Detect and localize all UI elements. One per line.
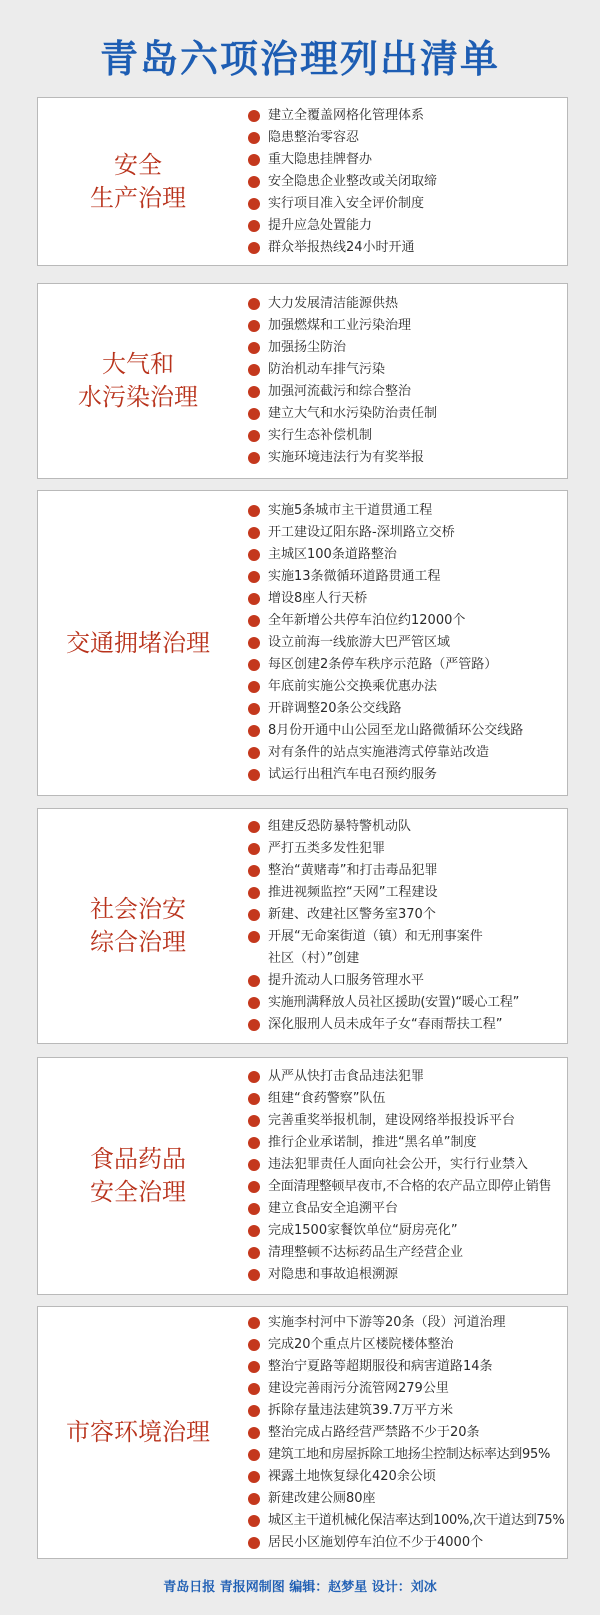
list-item-text: 群众举报热线24小时开通 <box>268 239 415 255</box>
list-item <box>248 764 567 786</box>
bullet-icon <box>248 703 260 715</box>
list-item-text: 加强扬尘防治 <box>268 340 347 355</box>
bullet-icon <box>248 408 260 420</box>
list-item-text: 试运行出租汽车电召预约服务 <box>268 767 438 782</box>
list-item <box>248 500 567 522</box>
list-item-text: 完善重奖举报机制，建设网络举报投诉平台 <box>268 1113 516 1128</box>
list-item <box>248 566 567 588</box>
bullet-icon <box>248 909 260 921</box>
bullet-icon <box>248 1181 260 1193</box>
list-item <box>248 215 567 237</box>
list-item <box>248 1356 567 1378</box>
list-item <box>248 676 567 698</box>
section-items <box>248 284 567 478</box>
bullet-icon <box>248 1427 260 1439</box>
bullet-icon <box>248 242 260 254</box>
list-item-text: 清理整顿不达标药品生产经营企业 <box>268 1245 464 1260</box>
list-item <box>248 1444 567 1466</box>
list-item <box>248 1510 567 1532</box>
list-item <box>248 315 567 337</box>
list-item-text: 提升应急处置能力 <box>268 217 373 233</box>
list-item <box>248 926 567 970</box>
list-item <box>248 193 567 215</box>
bullet-icon <box>248 931 260 943</box>
bullet-icon <box>248 364 260 376</box>
list-item <box>248 1176 567 1198</box>
section-box <box>37 1057 568 1295</box>
section-items <box>248 1058 567 1294</box>
list-item-text: 实行生态补偿机制 <box>268 428 373 443</box>
section-box <box>37 283 568 479</box>
list-item-text: 完成20个重点片区楼院楼体整治 <box>268 1336 454 1352</box>
list-item-text: 实施李村河中下游等20条（段）河道治理 <box>268 1314 506 1330</box>
bullet-icon <box>248 1515 260 1527</box>
list-item-text: 推进视频监控“天网”工程建设 <box>268 885 438 900</box>
list-item <box>248 1334 567 1356</box>
bullet-icon <box>248 843 260 855</box>
bullet-icon <box>248 1471 260 1483</box>
list-item <box>248 171 567 193</box>
bullet-icon <box>248 887 260 899</box>
bullet-icon <box>248 865 260 877</box>
bullet-icon <box>248 769 260 781</box>
section-box <box>37 97 568 266</box>
bullet-icon <box>248 747 260 759</box>
bullet-icon <box>248 132 260 144</box>
list-item-text: 实施5条城市主干道贯通工程 <box>268 503 433 518</box>
list-item <box>248 149 567 171</box>
bullet-icon <box>248 1339 260 1351</box>
list-item <box>248 1220 567 1242</box>
list-item <box>248 1014 567 1036</box>
list-item-text: 隐患整治零容忍 <box>268 129 360 145</box>
list-item <box>248 293 567 315</box>
bullet-icon <box>248 637 260 649</box>
list-item <box>248 544 567 566</box>
bullet-icon <box>248 1269 260 1281</box>
list-item <box>248 1110 567 1132</box>
bullet-icon <box>248 1449 260 1461</box>
bullet-icon <box>248 615 260 627</box>
list-item <box>248 1400 567 1422</box>
page-title: 青岛六项治理列出清单 <box>99 36 500 81</box>
list-item-text: 加强河流截污和综合整治 <box>268 384 412 399</box>
bullet-icon <box>248 593 260 605</box>
list-item-text: 安全隐患企业整改或关闭取缔 <box>268 173 438 189</box>
list-item <box>248 1378 567 1400</box>
list-item-text: 主城区100条道路整治 <box>268 547 397 562</box>
list-item-text: 城区主干道机械化保洁率达到100%,次干道达到75% <box>268 1512 565 1528</box>
list-item <box>248 992 567 1014</box>
bullet-icon <box>248 342 260 354</box>
bullet-icon <box>248 1537 260 1549</box>
list-item-text: 全年新增公共停车泊位约12000个 <box>268 613 466 628</box>
list-item <box>248 838 567 860</box>
bullet-icon <box>248 176 260 188</box>
bullet-icon <box>248 549 260 561</box>
list-item <box>248 1242 567 1264</box>
list-item <box>248 742 567 764</box>
bullet-icon <box>248 1093 260 1105</box>
section-category: 大气和 水污染治理 <box>78 350 198 411</box>
bullet-icon <box>248 298 260 310</box>
bullet-icon <box>248 1137 260 1149</box>
list-item-text: 建立食品安全追溯平台 <box>268 1201 399 1216</box>
list-item-text: 年底前实施公交换乘优惠办法 <box>268 679 438 694</box>
bullet-icon <box>248 386 260 398</box>
bullet-icon <box>248 452 260 464</box>
list-item <box>248 882 567 904</box>
bullet-icon <box>248 975 260 987</box>
bullet-icon <box>248 821 260 833</box>
list-item-text: 重大隐患挂牌督办 <box>268 151 373 167</box>
section-category: 市容环境治理 <box>66 1418 210 1446</box>
list-item <box>248 1066 567 1088</box>
bullet-icon <box>248 1361 260 1373</box>
section-category: 交通拥堵治理 <box>66 628 210 657</box>
bullet-icon <box>248 110 260 122</box>
credits-footer: 青岛日报 青报网制图 编辑：赵梦星 设计：刘冰 <box>163 1580 437 1595</box>
list-item <box>248 1466 567 1488</box>
list-item-text: 增设8座人行天桥 <box>268 591 368 606</box>
list-item-text: 新建改建公厕80座 <box>268 1490 376 1506</box>
list-item <box>248 127 567 149</box>
bullet-icon <box>248 571 260 583</box>
section-items <box>248 1307 567 1558</box>
list-item-text: 整治完成占路经营严禁路不少于20条 <box>268 1424 480 1440</box>
list-item <box>248 970 567 992</box>
list-item-text: 组建“食药警察”队伍 <box>268 1091 386 1106</box>
list-item-text: 实施刑满释放人员社区援助(安置)“暖心工程” <box>268 995 520 1010</box>
bullet-icon <box>248 997 260 1009</box>
list-item-text: 实施环境违法行为有奖举报 <box>268 450 425 465</box>
bullet-icon <box>248 1383 260 1395</box>
section-box <box>37 1306 568 1559</box>
list-item <box>248 1422 567 1444</box>
bullet-icon <box>248 659 260 671</box>
list-item <box>248 522 567 544</box>
bullet-icon <box>248 681 260 693</box>
list-item <box>248 904 567 926</box>
list-item <box>248 860 567 882</box>
bullet-icon <box>248 1071 260 1083</box>
bullet-icon <box>248 725 260 737</box>
list-item-text: 建立全覆盖网格化管理体系 <box>268 107 425 123</box>
section-items <box>248 809 567 1043</box>
bullet-icon <box>248 1019 260 1031</box>
list-item-text: 从严从快打击食品违法犯罪 <box>268 1069 425 1084</box>
list-item-text: 整治“黄赌毒”和打击毒品犯罪 <box>268 863 438 878</box>
list-item <box>248 1264 567 1286</box>
list-item-text: 设立前海一线旅游大巴严管区域 <box>268 635 451 650</box>
section-category: 安全 生产治理 <box>90 150 186 212</box>
list-item <box>248 1154 567 1176</box>
list-item <box>248 588 567 610</box>
list-item <box>248 610 567 632</box>
list-item <box>248 1198 567 1220</box>
list-item <box>248 359 567 381</box>
list-item-text: 严打五类多发性犯罪 <box>268 841 386 856</box>
list-item-text: 完成1500家餐饮单位“厨房亮化” <box>268 1223 458 1238</box>
bullet-icon <box>248 1405 260 1417</box>
list-item <box>248 1312 567 1334</box>
list-item-text: 大力发展清洁能源供热 <box>268 296 399 311</box>
list-item-text: 对隐患和事故追根溯源 <box>268 1267 399 1282</box>
list-item <box>248 654 567 676</box>
section-items <box>248 491 567 795</box>
section-box <box>37 808 568 1044</box>
list-item-text: 建筑工地和房屋拆除工地扬尘控制达标率达到95% <box>268 1446 550 1462</box>
bullet-icon <box>248 1159 260 1171</box>
list-item-text: 建设完善雨污分流管网279公里 <box>268 1380 449 1396</box>
list-item-text: 开展“无命案街道（镇）和无刑事案件 社区（村）”创建 <box>268 929 483 966</box>
bullet-icon <box>248 198 260 210</box>
bullet-icon <box>248 220 260 232</box>
list-item <box>248 698 567 720</box>
bullet-icon <box>248 1493 260 1505</box>
bullet-icon <box>248 430 260 442</box>
list-item-text: 新建、改建社区警务室370个 <box>268 907 436 922</box>
bullet-icon <box>248 1115 260 1127</box>
list-item <box>248 816 567 838</box>
list-item <box>248 1488 567 1510</box>
list-item <box>248 720 567 742</box>
section-box <box>37 490 568 796</box>
section-items <box>248 98 567 265</box>
list-item-text: 深化服刑人员未成年子女“春雨帮扶工程” <box>268 1017 503 1032</box>
bullet-icon <box>248 1225 260 1237</box>
list-item-text: 违法犯罪责任人面向社会公开，实行行业禁入 <box>268 1157 529 1172</box>
bullet-icon <box>248 1203 260 1215</box>
list-item-text: 整治宁夏路等超期服役和病害道路14条 <box>268 1358 493 1374</box>
list-item-text: 防治机动车排气污染 <box>268 362 386 377</box>
list-item-text: 推行企业承诺制，推进“黑名单”制度 <box>268 1135 477 1150</box>
list-item <box>248 1532 567 1554</box>
list-item <box>248 425 567 447</box>
list-item <box>248 1088 567 1110</box>
list-item-text: 提升流动人口服务管理水平 <box>268 973 425 988</box>
section-category: 社会治安 综合治理 <box>90 895 186 956</box>
list-item <box>248 337 567 359</box>
list-item <box>248 381 567 403</box>
list-item <box>248 403 567 425</box>
list-item-text: 组建反恐防暴特警机动队 <box>268 819 412 834</box>
list-item <box>248 105 567 127</box>
list-item-text: 实施13条微循环道路贯通工程 <box>268 569 441 584</box>
list-item-text: 全面清理整顿早夜市,不合格的农产品立即停止销售 <box>268 1179 552 1194</box>
list-item-text: 8月份开通中山公园至龙山路微循环公交线路 <box>268 723 524 738</box>
list-item-text: 拆除存量违法建筑39.7万平方米 <box>268 1402 453 1418</box>
list-item <box>248 1132 567 1154</box>
bullet-icon <box>248 1317 260 1329</box>
list-item-text: 居民小区施划停车泊位不少于4000个 <box>268 1534 484 1550</box>
list-item-text: 实行项目准入安全评价制度 <box>268 195 425 211</box>
list-item-text: 裸露土地恢复绿化420余公顷 <box>268 1468 436 1484</box>
list-item-text: 每区创建2条停车秩序示范路（严管路） <box>268 657 498 672</box>
list-item-text: 开工建设辽阳东路-深圳路立交桥 <box>268 525 455 540</box>
bullet-icon <box>248 1247 260 1259</box>
list-item-text: 加强燃煤和工业污染治理 <box>268 318 412 333</box>
list-item <box>248 237 567 259</box>
bullet-icon <box>248 527 260 539</box>
bullet-icon <box>248 320 260 332</box>
list-item-text: 建立大气和水污染防治责任制 <box>268 406 438 421</box>
bullet-icon <box>248 154 260 166</box>
bullet-icon <box>248 505 260 517</box>
list-item-text: 对有条件的站点实施港湾式停靠站改造 <box>268 745 490 760</box>
list-item <box>248 632 567 654</box>
list-item <box>248 447 567 469</box>
section-category: 食品药品 安全治理 <box>90 1145 186 1206</box>
list-item-text: 开辟调整20条公交线路 <box>268 701 402 716</box>
